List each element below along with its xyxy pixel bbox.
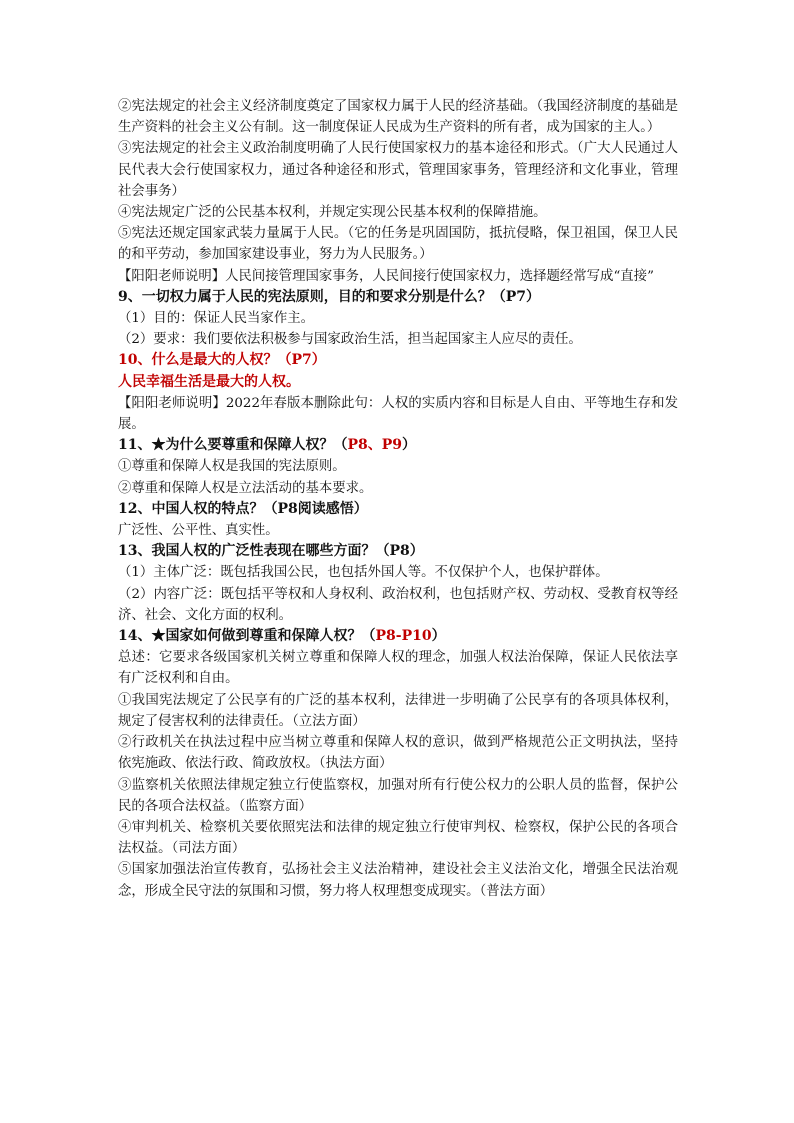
question-heading: 9、一切权力属于人民的宪法原则，目的和要求分别是什么？（P7） <box>118 288 541 305</box>
answer: ①我国宪法规定了公民享有的广泛的基本权利，法律进一步明确了公民享有的各项具体权利，规定了侵害权利的法律责任。（立法方面） <box>118 692 678 729</box>
page-reference: P8-P10 <box>375 628 432 645</box>
teacher-note: 【阳阳老师说明】2022年春版本删除此句：人权的实质内容和目标是人自由、平等地生存和发展。 <box>118 395 678 433</box>
answer: ①尊重和保障人权是我国的宪法原则。 <box>118 459 346 475</box>
document-page <box>118 96 678 902</box>
paragraph: ④宪法规定广泛的公民基本权利，并规定实现公民基本权利的保障措施。 <box>118 205 547 221</box>
question-heading: 12、中国人权的特点？（P8阅读感悟） <box>118 500 368 517</box>
answer: ④审判机关、检察机关要依照宪法和法律的规定独立行使审判权、检察权，保护公民的各项合法权益。（司法方面） <box>118 819 678 857</box>
paragraph: ②宪法规定的社会主义经济制度奠定了国家权力属于人民的经济基础。（我国经济制度的基础是生产资料的社会主义公有制。这一制度保证人民成为生产资料的所有者，成为国家的主人。） <box>118 99 678 136</box>
question-heading <box>118 435 678 456</box>
answer: （1）主体广泛：既包括我国公民，也包括外国人等。不仅保护个人，也保护群体。 <box>118 565 609 581</box>
answer: ⑤国家加强法治宣传教育，弘扬社会主义法治精神，建设社会主义法治文化，增强全民法治观念，形成全民守法的氛围和习惯，努力将人权理想变成现实。（普法方面） <box>118 862 678 899</box>
heading-text: 11、★为什么要尊重和保障人权？（ <box>118 437 348 454</box>
answer: ②行政机关在执法过程中应当树立尊重和保障人权的意识，做到严格规范公正文明执法，坚持依宪施政、依法行政、简政放权。（执法方面） <box>118 735 678 772</box>
answer: ③监察机关依照法律规定独立行使监察权，加强对所有行使公权力的公职人员的监督，保护公民的各项合法权益。（监察方面） <box>118 777 678 814</box>
heading-tail: ） <box>431 628 446 645</box>
teacher-note: 【阳阳老师说明】人民间接管理国家事务，人民间接行使国家权力，选择题经常写成“直接” <box>118 268 654 284</box>
answer: ②尊重和保障人权是立法活动的基本要求。 <box>118 480 373 496</box>
answer: （2）内容广泛：既包括平等权和人身权利、政治权利，也包括财产权、劳动权、受教育权等经济、社会、文化方面的权利。 <box>118 586 678 623</box>
answer: 广泛性、公平性、真实性。 <box>118 523 279 539</box>
answer-highlight: 人民幸福生活是最大的人权。 <box>118 373 300 390</box>
heading-tail: ） <box>402 437 417 454</box>
answer: 总述：它要求各级国家机关树立尊重和保障人权的理念，加强人权法治保障，保证人民依法享有广泛权利和自由。 <box>118 650 678 687</box>
question-heading-highlight: 10、什么是最大的人权？（P7） <box>118 352 326 369</box>
question-heading <box>118 626 678 647</box>
question-heading: 13、我国人权的广泛性表现在哪些方面？（P8） <box>118 543 424 560</box>
paragraph: ③宪法规定的社会主义政治制度明确了人民行使国家权力的基本途径和形式。（广大人民通过人民代表大会行使国家权力，通过各种途径和形式，管理国家事务，管理经济和文化事业，管理社会事务） <box>118 141 678 199</box>
paragraph: ⑤宪法还规定国家武装力量属于人民。（它的任务是巩固国防，抵抗侵略，保卫祖国，保卫人民的和平劳动，参加国家建设事业，努力为人民服务。） <box>118 226 678 263</box>
heading-text: 14、★国家如何做到尊重和保障人权？（ <box>118 628 376 645</box>
answer: （1）目的：保证人民当家作主。 <box>118 311 314 327</box>
answer: （2）要求：我们要依法积极参与国家政治生活，担当起国家主人应尽的责任。 <box>118 332 582 348</box>
page-reference: P8、P9 <box>347 437 403 454</box>
